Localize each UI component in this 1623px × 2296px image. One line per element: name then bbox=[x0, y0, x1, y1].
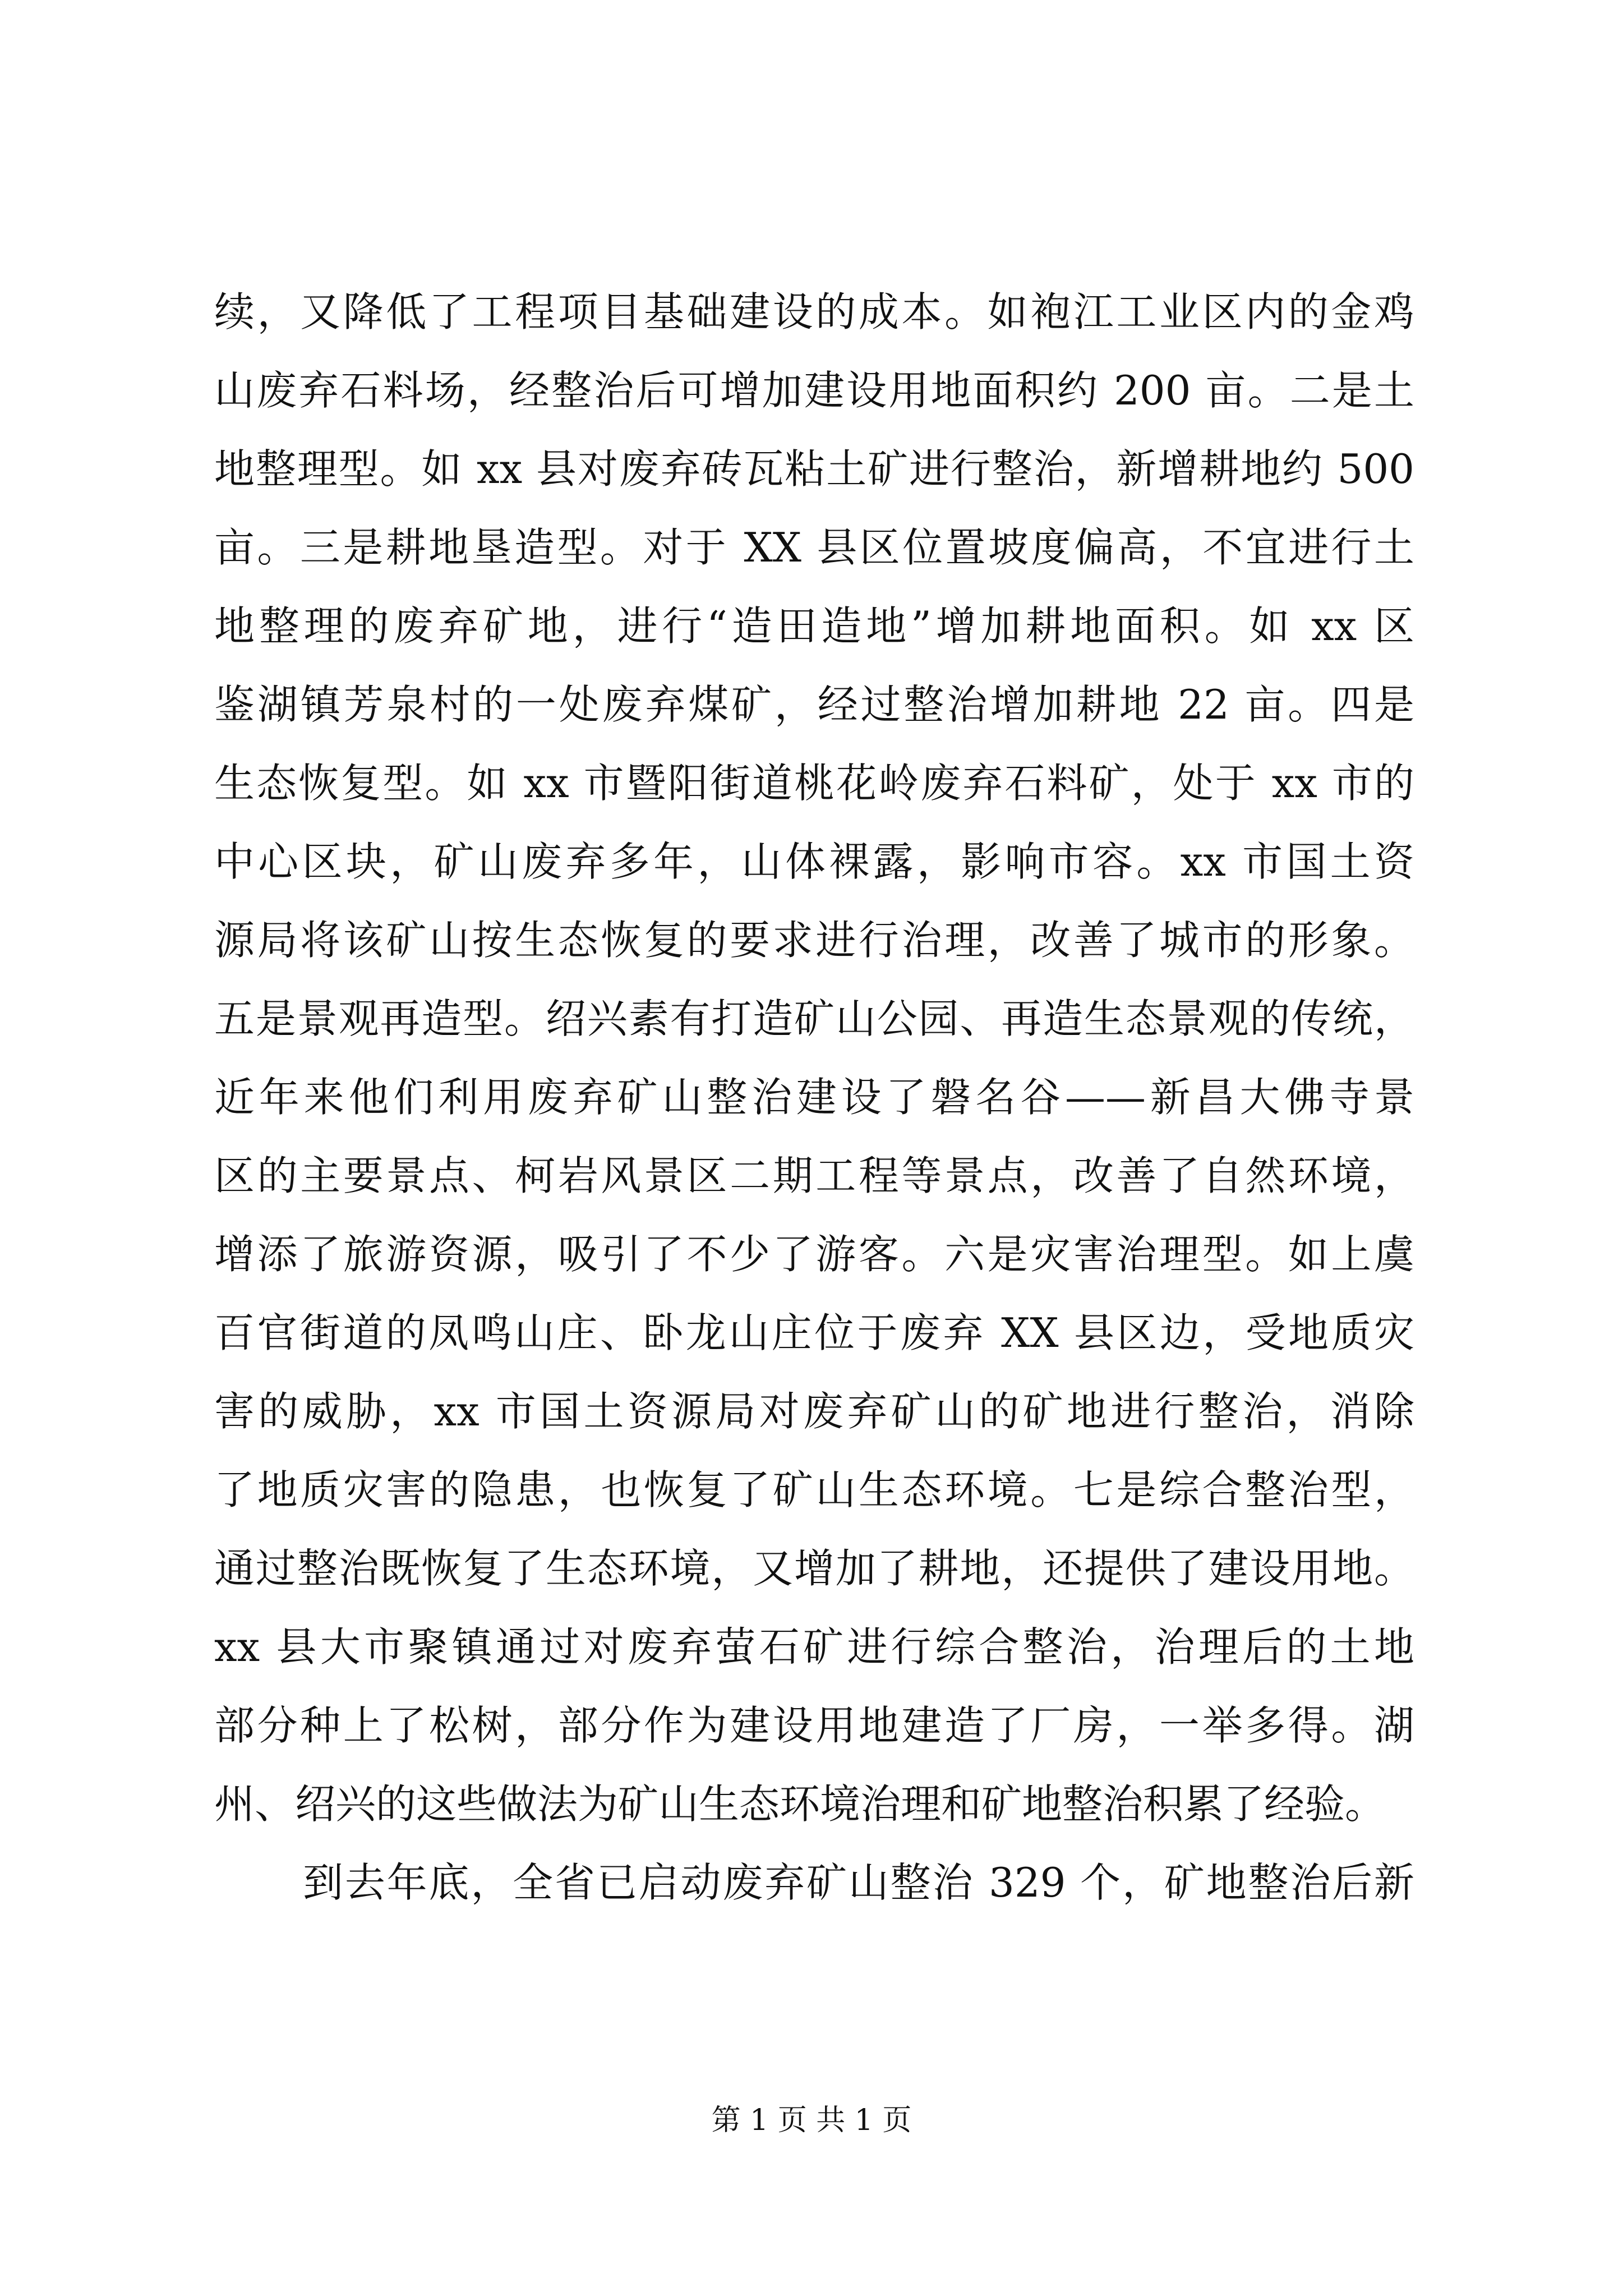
text-line: 亩。三是耕地垦造型。对于 XX 县区位置坡度偏高，不宜进行土 bbox=[214, 524, 1414, 571]
text-line-paragraph-start: 到去年底，全省已启动废弃矿山整治 329 个，矿地整治后新 bbox=[303, 1859, 1414, 1906]
text-line: 五是景观再造型。绍兴素有打造矿山公园、再造生态景观的传统， bbox=[214, 995, 1414, 1042]
text-line: 地整理的废弃矿地，进行“造田造地”增加耕地面积。如 xx 区 bbox=[214, 602, 1414, 650]
text-line: 山废弃石料场，经整治后可增加建设用地面积约 200 亩。二是土 bbox=[214, 367, 1414, 414]
text-line: 生态恢复型。如 xx 市暨阳街道桃花岭废弃石料矿，处于 xx 市的 bbox=[214, 760, 1414, 807]
text-line: 地整理型。如 xx 县对废弃砖瓦粘土矿进行整治，新增耕地约 500 bbox=[214, 445, 1414, 493]
text-line: 鉴湖镇芳泉村的一处废弃煤矿，经过整治增加耕地 22 亩。四是 bbox=[214, 681, 1414, 728]
text-line: 通过整治既恢复了生态环境，又增加了耕地，还提供了建设用地。 bbox=[214, 1545, 1414, 1592]
text-line: 近年来他们利用废弃矿山整治建设了磐名谷——新昌大佛寺景 bbox=[214, 1074, 1414, 1121]
body-paragraph bbox=[214, 273, 1414, 1922]
text-line: 中心区块，矿山废弃多年，山体裸露，影响市容。xx 市国土资 bbox=[214, 838, 1414, 885]
text-line: xx 县大市聚镇通过对废弃萤石矿进行综合整治，治理后的土地 bbox=[214, 1623, 1414, 1671]
text-line: 续，又降低了工程项目基础建设的成本。如袍江工业区内的金鸡 bbox=[214, 288, 1414, 335]
text-line: 区的主要景点、柯岩风景区二期工程等景点，改善了自然环境， bbox=[214, 1152, 1414, 1199]
page-number-label: 第 1 页 共 1 页 bbox=[711, 2104, 912, 2137]
text-line: 害的威胁，xx 市国土资源局对废弃矿山的矿地进行整治，消除 bbox=[214, 1388, 1414, 1435]
text-line: 增添了旅游资源，吸引了不少了游客。六是灾害治理型。如上虞 bbox=[214, 1231, 1414, 1278]
text-line: 州、绍兴的这些做法为矿山生态环境治理和矿地整治积累了经验。 bbox=[214, 1780, 1386, 1828]
text-line: 源局将该矿山按生态恢复的要求进行治理，改善了城市的形象。 bbox=[214, 917, 1414, 964]
text-line: 部分种上了松树，部分作为建设用地建造了厂房，一举多得。湖 bbox=[214, 1702, 1414, 1749]
page-footer bbox=[0, 2101, 1623, 2140]
text-line: 了地质灾害的隐患，也恢复了矿山生态环境。七是综合整治型， bbox=[214, 1466, 1414, 1513]
text-line: 百官街道的凤鸣山庄、卧龙山庄位于废弃 XX 县区边，受地质灾 bbox=[214, 1309, 1414, 1356]
